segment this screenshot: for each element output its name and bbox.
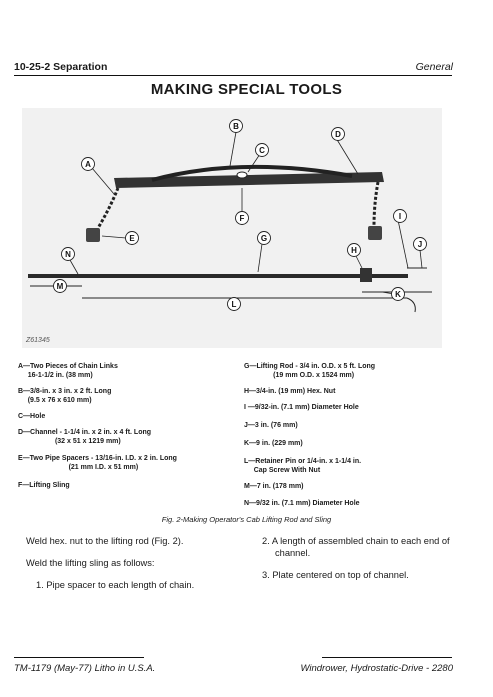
- step-2-line-2: channel.: [275, 548, 311, 558]
- callout-g: G: [260, 234, 268, 243]
- legend-item-n: N—9/32 in. (7.1 mm) Diameter Hole: [244, 500, 360, 507]
- footer-left: TM-1179 (May-77) Litho in U.S.A.: [14, 663, 156, 674]
- callout-a: A: [85, 160, 91, 169]
- legend-item-b: B—3/8-in. x 3 in. x 2 ft. Long (9.5 x 76 x 610 mm): [18, 388, 112, 404]
- body-right: [262, 535, 462, 581]
- legend-item-d: D—Channel - 1-1/4 in. x 2 in. x 4 ft. Long (32 x 51 x 1219 mm): [18, 429, 152, 445]
- callout-h: H: [351, 246, 357, 255]
- step-2-line-1: 2. A length of assembled chain to each end of: [262, 536, 450, 546]
- legend-item-i: I —9/32-in. (7.1 mm) Diameter Hole: [244, 404, 359, 411]
- body-paragraph-1: Weld hex. nut to the lifting rod (Fig. 2).: [26, 536, 184, 546]
- section-header: 10-25-2 Separation: [14, 61, 108, 73]
- figure-reference: Z61345: [26, 337, 50, 344]
- callout-b: B: [233, 122, 239, 131]
- page-title: MAKING SPECIAL TOOLS: [150, 81, 343, 98]
- callout-e: E: [129, 234, 135, 243]
- callout-i: I: [398, 212, 402, 221]
- callout-m: M: [56, 282, 64, 291]
- callout-c: C: [259, 146, 265, 155]
- legend-right: [244, 362, 375, 508]
- callout-d: D: [335, 130, 341, 139]
- callout-j: J: [417, 240, 423, 249]
- legend-item-e: E—Two Pipe Spacers - 13/16-in. I.D. x 2 in. Long (21 mm I.D. x 51 mm): [18, 455, 177, 471]
- footer-rule-right: [322, 657, 452, 658]
- legend-left: [18, 362, 177, 490]
- legend-item-j: J—3 in. (76 mm): [244, 422, 298, 429]
- callout-f: F: [239, 214, 245, 223]
- step-1: 1. Pipe spacer to each length of chain.: [36, 580, 195, 590]
- header-rule: [14, 75, 452, 76]
- footer-right: Windrower, Hydrostatic-Drive - 2280: [300, 663, 453, 674]
- body-paragraph-2: Weld the lifting sling as follows:: [26, 558, 155, 568]
- legend-item-c: C—Hole: [18, 413, 46, 420]
- callout-n: N: [65, 250, 71, 259]
- body-left: [26, 535, 226, 591]
- legend-item-k: K—9 in. (229 mm): [244, 440, 303, 447]
- legend-item-l: L—Retainer Pin or 1/4-in. x 1-1/4 in. Cap Screw With Nut: [244, 458, 362, 474]
- legend-item-h: H—3/4-in. (19 mm) Hex. Nut: [244, 388, 336, 395]
- legend-item-g: G—Lifting Rod - 3/4 in. O.D. x 5 ft. Long (19 mm O.D. x 1524 mm): [244, 363, 376, 379]
- step-3: 3. Plate centered on top of channel.: [262, 570, 409, 580]
- legend-item-m: M—7 in. (178 mm): [244, 483, 304, 490]
- callout-l: L: [231, 300, 237, 309]
- legend-item-a: A—Two Pieces of Chain Links 16-1-1/2 in. (38 mm): [18, 363, 118, 379]
- tool-illustration: [22, 108, 442, 348]
- figure-caption: Fig. 2-Making Operator's Cab Lifting Rod and Sling: [161, 515, 332, 524]
- legend-item-f: F—Lifting Sling: [18, 482, 70, 489]
- callout-k: K: [395, 290, 401, 299]
- category-header: General: [415, 61, 453, 73]
- footer-rule-left: [14, 657, 144, 658]
